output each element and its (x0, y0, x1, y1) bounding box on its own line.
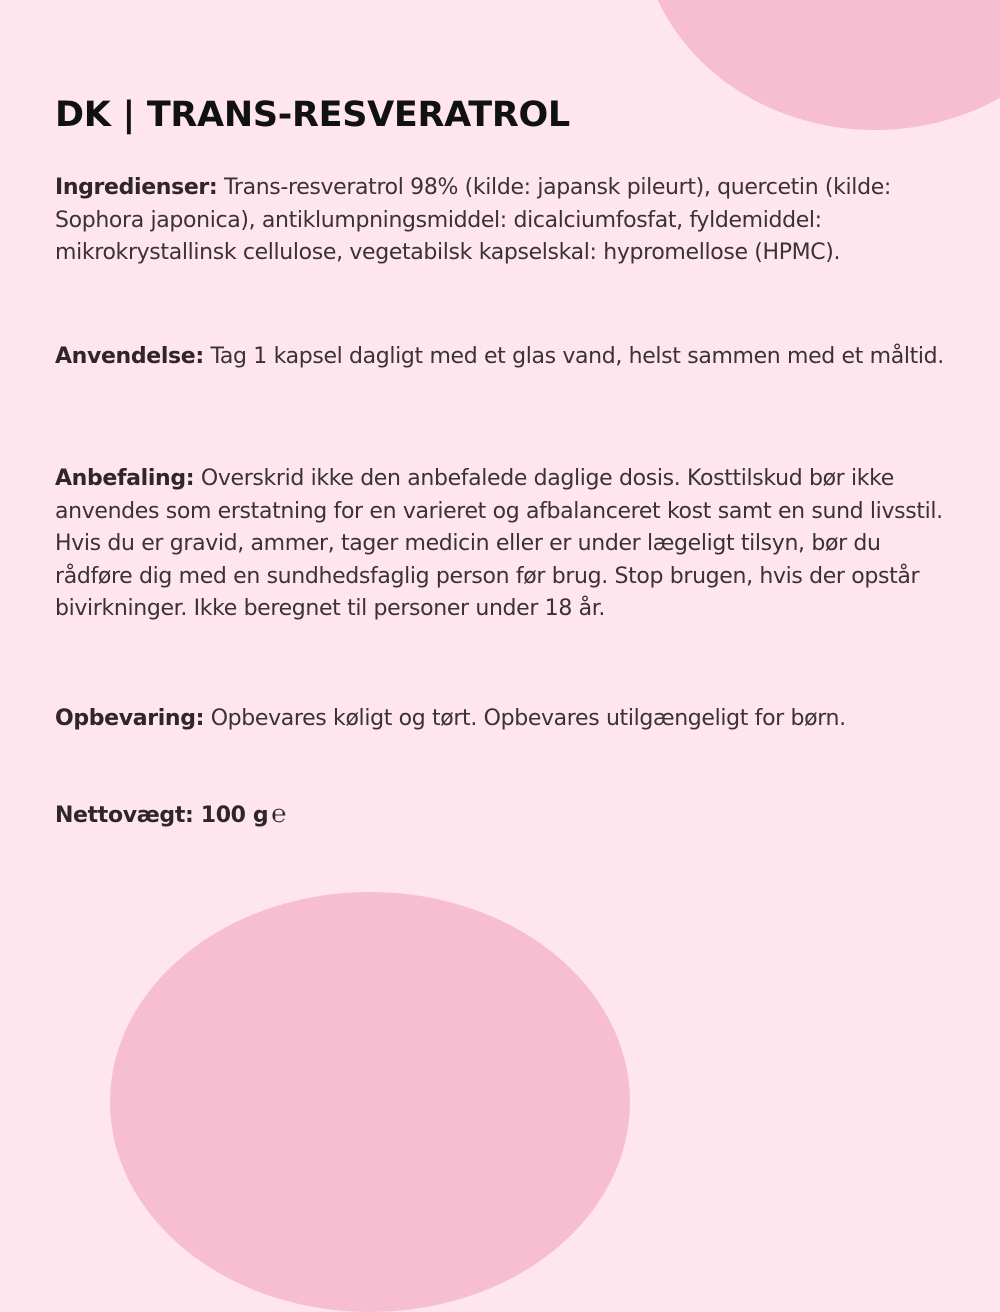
ingredients-text: Trans-resveratrol 98% (kilde: japansk pileurt), quercetin (kilde: Sophora japonica), antiklumpningsmiddel: dicalciumfosfat, fyldemiddel: mikrokrystallinsk cellulose, vegetabilsk kapselskal: hypromellose (HPMC). (55, 175, 891, 265)
net-weight-label: Nettovægt: 100 g (55, 803, 269, 828)
usage-section (55, 341, 945, 374)
ingredients-section (55, 172, 945, 270)
estimated-sign-icon: ℮ (271, 799, 286, 828)
storage-label: Opbevaring: (55, 706, 205, 731)
usage-label: Anvendelse: (55, 344, 204, 369)
recommendation-text: Overskrid ikke den anbefalede daglige dosis. Kosttilskud bør ikke anvendes som erstatning for en varieret og afbalanceret kost samt en sund livsstil. Hvis du er gravid, ammer, tager medicin eller er under lægeligt tilsyn, bør du rådføre dig med en sundhedsfaglig person før brug. Stop brugen, hvis der opstår bivirkninger. Ikke beregnet til personer under 18 år. (55, 466, 943, 621)
decorative-circle-bottom (110, 892, 630, 1312)
recommendation-section (55, 463, 945, 626)
usage-text: Tag 1 kapsel dagligt med et glas vand, helst sammen med et måltid. (210, 344, 944, 369)
storage-text: Opbevares køligt og tørt. Opbevares utilgængeligt for børn. (210, 706, 846, 731)
ingredients-label: Ingredienser: (55, 175, 218, 200)
recommendation-label: Anbefaling: (55, 466, 195, 491)
page-title: DK | TRANS-RESVERATROL (55, 95, 570, 135)
storage-section (55, 703, 945, 736)
net-weight (55, 798, 286, 833)
decorative-circle-top-right (640, 0, 1000, 130)
